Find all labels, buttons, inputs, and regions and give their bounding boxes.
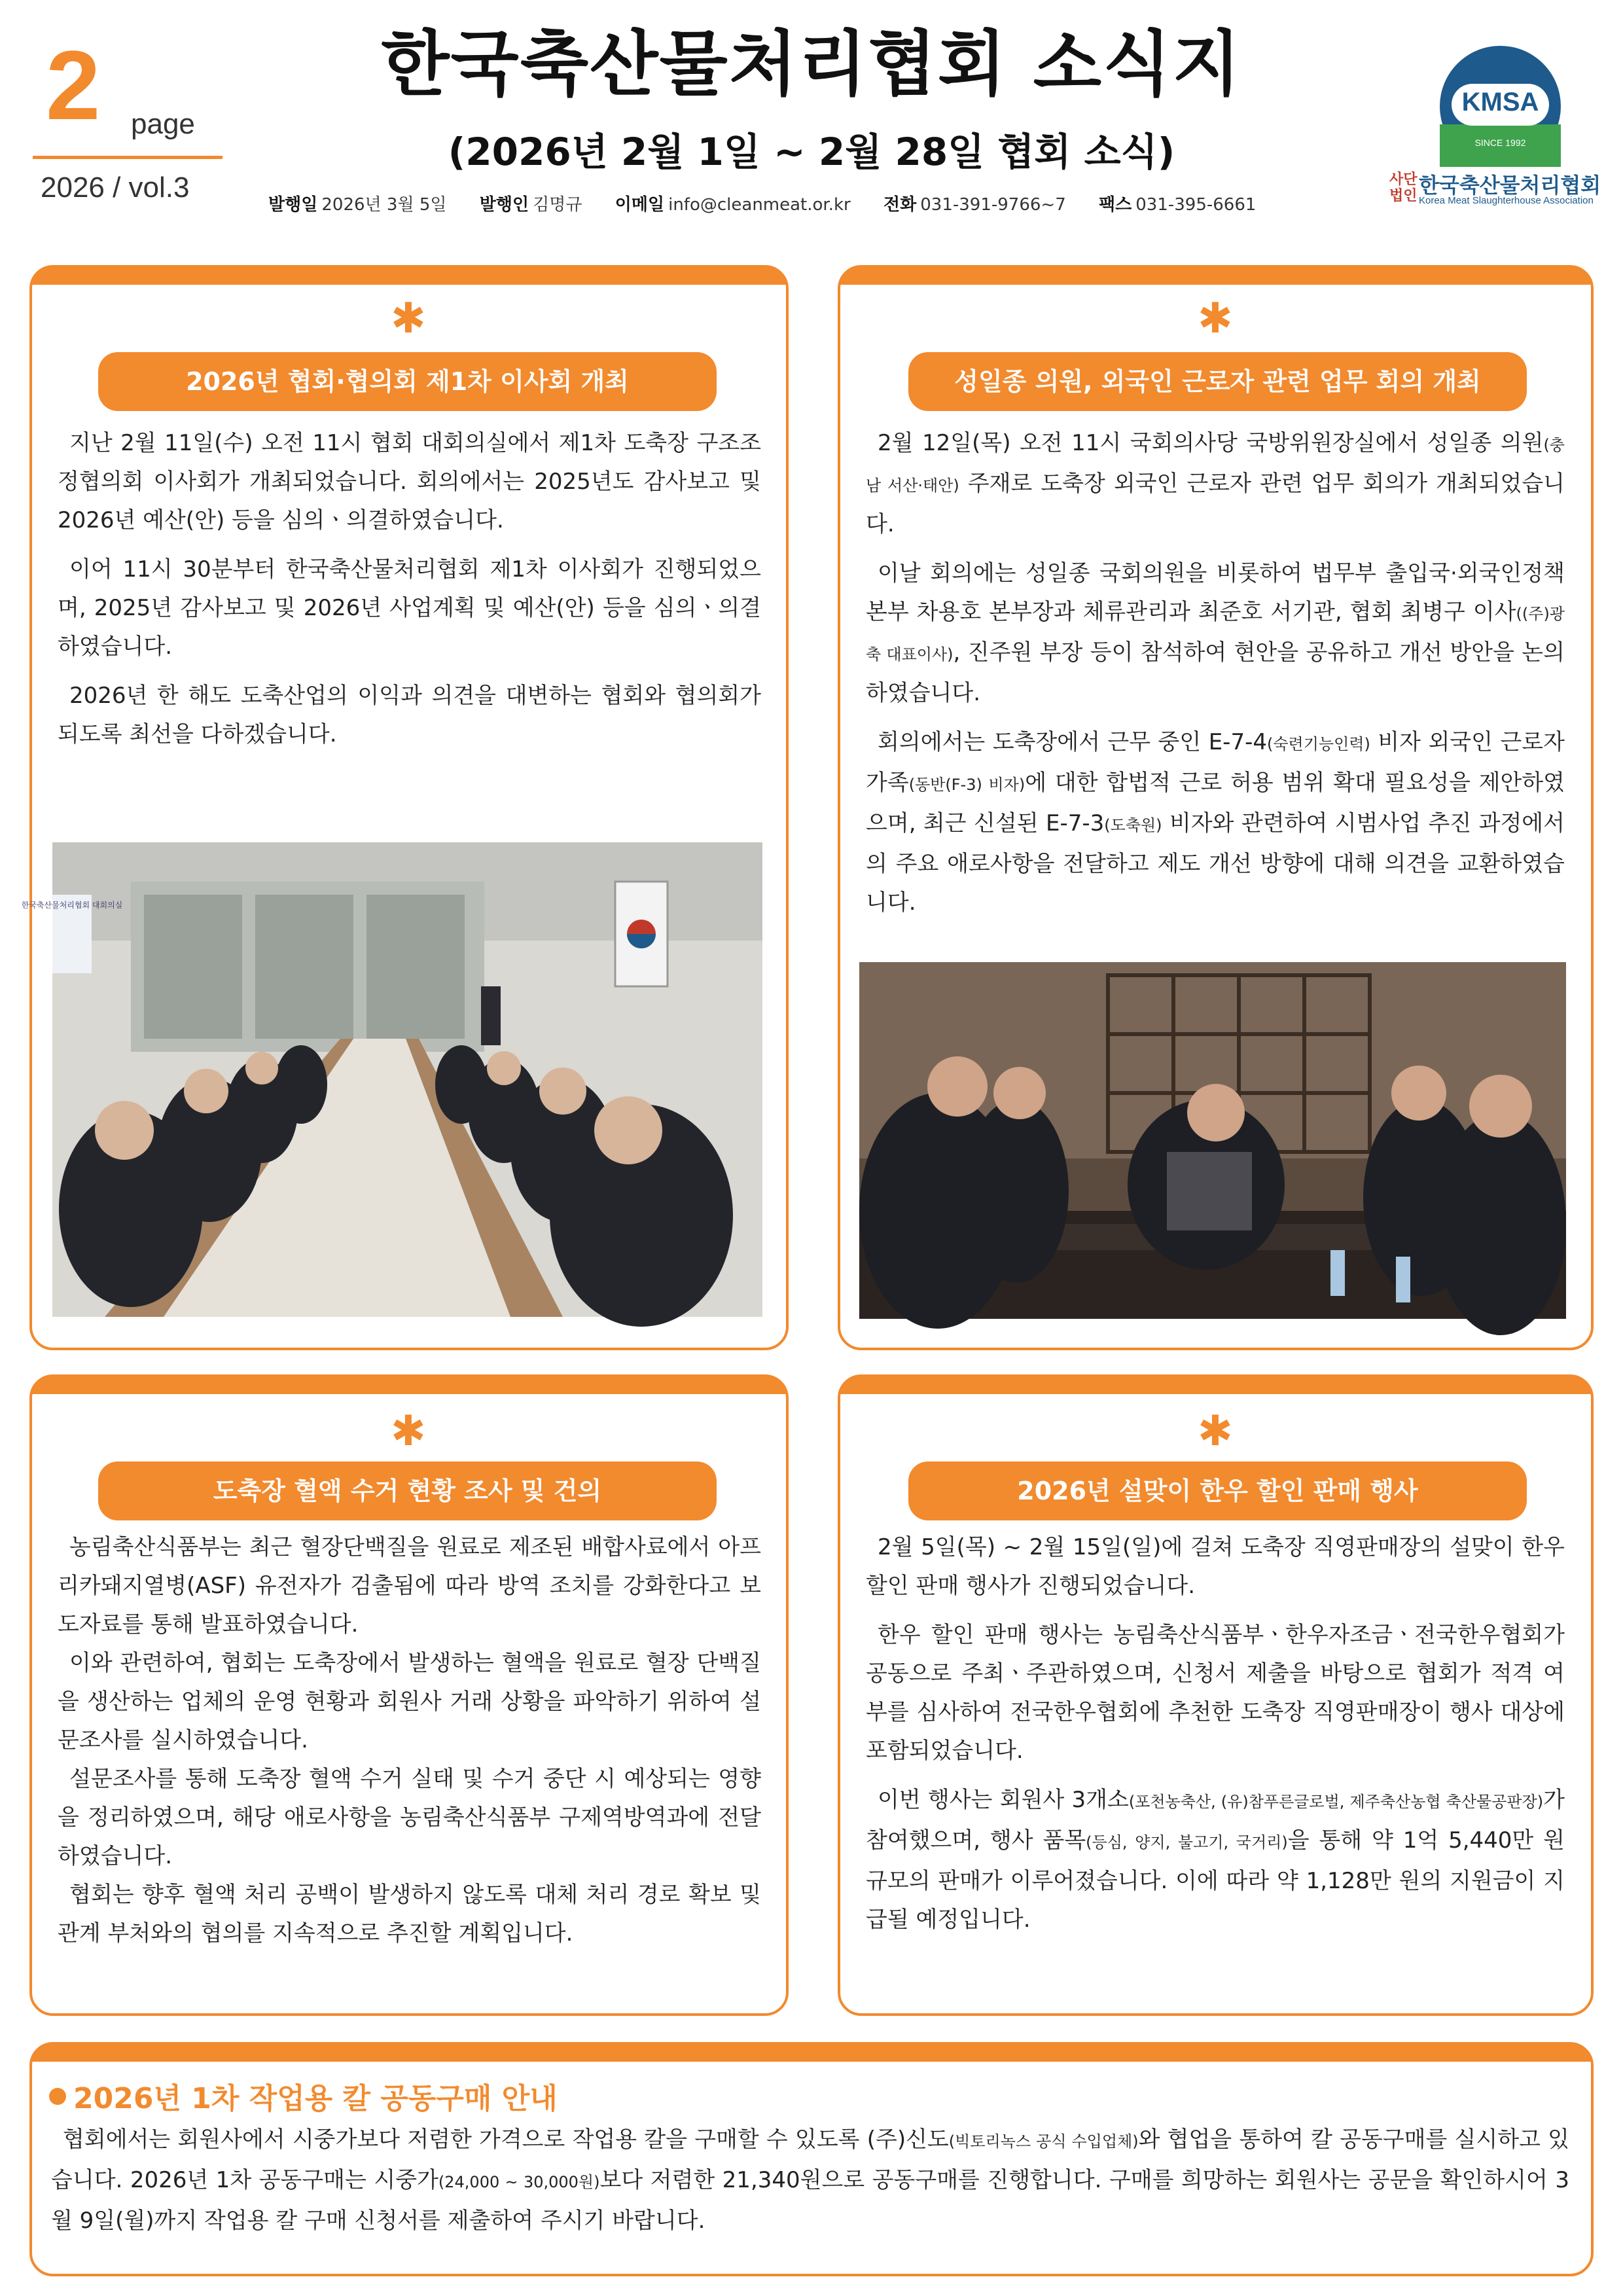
newsletter-period: (2026년 2월 1일 ~ 2월 28일 협회 소식) xyxy=(448,130,1175,174)
asterisk-flower-icon: ✱ xyxy=(1198,295,1233,343)
volume-label: 2026 / vol.3 xyxy=(41,171,190,204)
phone-label: 전화 xyxy=(883,195,917,215)
publication-info xyxy=(268,191,1256,215)
logo-text: KMSA xyxy=(1461,88,1539,117)
org-name-english: Korea Meat Slaughterhouse Association xyxy=(1419,195,1594,206)
article-body: 지난 2월 11일(수) 오전 11시 협회 대회의실에서 제1차 도축장 구조조정협의회 이사회가 개최되었습니다. 회의에서는 2025년도 감사보고 및 2026년 예산(안) 등을 심의ㆍ의결하였습니다. 이어 11시 30분부터 한국축산물처리협회 제1차 이사회가 진행되었으며, 2025년 감사보고 및 2026년 사업계획 및 예산(안) 등을 심의ㆍ의결하였습니다. 2026년 한 해도 도축산업의 이익과 의견을 대변하는 협회와 협의회가 되도록 최선을 다하겠습니다. xyxy=(58,430,761,747)
phone-number: 031-391-9766~7 xyxy=(920,195,1066,215)
asterisk-flower-icon: ✱ xyxy=(391,295,426,343)
national-assembly-meeting-photo xyxy=(859,962,1566,1319)
notice-title: 2026년 1차 작업용 칼 공동구매 안내 xyxy=(73,2082,558,2115)
page-number: 2 xyxy=(46,30,101,140)
page-divider xyxy=(33,156,223,159)
article-body: 2월 5일(목) ~ 2월 15일(일)에 걸쳐 도축장 직영판매장의 설맞이 한우 할인 판매 행사가 진행되었습니다. 한우 할인 판매 행사는 농림축산식품부ㆍ한우자조금ㆍ전국한우협회가 공동으로 주최ㆍ주관하였으며, 신청서 제출을 바탕으로 협회가 적격 여부를 심사하여 전국한우협회에 추천한 도축장 직영판매장이 행사 대상에 포함되었습니다. 이번 행사는 회원사 3개소(포천농축산, (유)참푸른글로벌, 제주축산농협 축산물공판장)가 참여했으며, 행사 품목(등심, 양지, 불고기, 국거리)을 통해 약 1억 5,440만 원 규모의 판매가 이루어졌습니다. 이에 따라 약 1,128만 원의 지원금이 지급될 예정입니다. xyxy=(866,1534,1565,1933)
page-label: page xyxy=(131,108,195,140)
article-title: 2026년 협회·협의회 제1차 이사회 개최 xyxy=(98,352,717,411)
article-body: 2월 12일(목) 오전 11시 국회의사당 국방위원장실에서 성일종 의원(충남 서산·태안) 주재로 도축장 외국인 근로자 관련 업무 회의가 개최되었습니다. 이날 회의에는 성일종 국회의원을 비롯하여 법무부 출입국·외국인정책본부 차용호 본부장과 체류관리과 최준호 서기관, 협회 최병구 이사((주)광축 대표이사), 진주원 부장 등이 참석하여 현안을 공유하고 개선 방안을 논의하였습니다. 회의에서는 도축장에서 근무 중인 E-7-4(숙련기능인력) 비자 외국인 근로자 가족(동반(F-3) 비자)에 대한 합법적 근로 허용 범위 확대 필요성을 제안하였으며, 최근 신설된 E-7-3(도축원) 비자와 관련하여 시범사업 추진 과정에서의 주요 애로사항을 전달하고 제도 개선 방향에 대해 의견을 교환하였습니다. xyxy=(866,430,1565,916)
asterisk-flower-icon: ✱ xyxy=(1198,1407,1233,1456)
pub-date-label: 발행일 xyxy=(268,195,318,215)
notice-body: 협회에서는 회원사에서 시중가보다 저렴한 가격으로 작업용 칼을 구매할 수 있도록 (주)신도(빅토리녹스 공식 수입업체)와 협업을 통하여 칼 공동구매를 실시하고 있습니다. 2026년 1차 공동구매는 시중가(24,000 ~ 30,000원)보다 저렴한 21,340원으로 공동구매를 진행합니다. 구매를 희망하는 회원사는 공문을 확인하시어 3월 9일(월)까지 작업용 칼 구매 신청서를 제출하여 주시기 바랍니다. xyxy=(51,2126,1569,2234)
publisher-label: 발행인 xyxy=(479,195,529,215)
logo-since: SINCE 1992 xyxy=(1474,137,1526,148)
publisher: 김명규 xyxy=(533,195,582,215)
article-body: 농림축산식품부는 최근 혈장단백질을 원료로 제조된 배합사료에서 아프리카돼지열병(ASF) 유전자가 검출됨에 따라 방역 조치를 강화한다고 보도자료를 통해 발표하였습니다. 이와 관련하여, 협회는 도축장에서 발생하는 혈액을 원료로 혈장 단백질을 생산하는 업체의 운영 현황과 회원사 거래 상황을 파악하기 위하여 설문조사를 실시하였습니다. 설문조사를 통해 도축장 혈액 수거 실태 및 수거 중단 시 예상되는 영향을 정리하였으며, 해당 애로사항을 농림축산식품부 구제역방역과에 전달하였습니다. 협회는 향후 혈액 처리 공백이 발생하지 않도록 대체 처리 경로 확보 및 관계 부처와의 협의를 지속적으로 추진할 계획입니다. xyxy=(58,1534,761,1946)
newsletter-title: 한국축산물처리협회 소식지 xyxy=(381,24,1242,105)
asterisk-flower-icon: ✱ xyxy=(391,1407,426,1456)
org-name: 한국축산물처리협회 xyxy=(1419,173,1601,198)
article-title: 성일종 의원, 외국인 근로자 관련 업무 회의 개최 xyxy=(908,352,1527,411)
fax-number: 031-395-6661 xyxy=(1135,195,1257,215)
fax-label: 팩스 xyxy=(1099,195,1132,215)
org-type-tag: 사단 법인 xyxy=(1389,171,1418,205)
email-address[interactable]: info@cleanmeat.or.kr xyxy=(668,195,851,215)
kmsa-logo xyxy=(1440,46,1561,167)
article-title: 2026년 설맞이 한우 할인 판매 행사 xyxy=(908,1462,1527,1520)
photo-wall-sign: 한국축산물처리협회 대회의실 xyxy=(21,901,123,910)
pub-date: 2026년 3월 5일 xyxy=(321,195,447,215)
article-title: 도축장 혈액 수거 현황 조사 및 건의 xyxy=(98,1462,717,1520)
flower-bullet-icon xyxy=(49,2088,66,2105)
email-label: 이메일 xyxy=(615,195,665,215)
board-meeting-photo xyxy=(21,842,762,1317)
